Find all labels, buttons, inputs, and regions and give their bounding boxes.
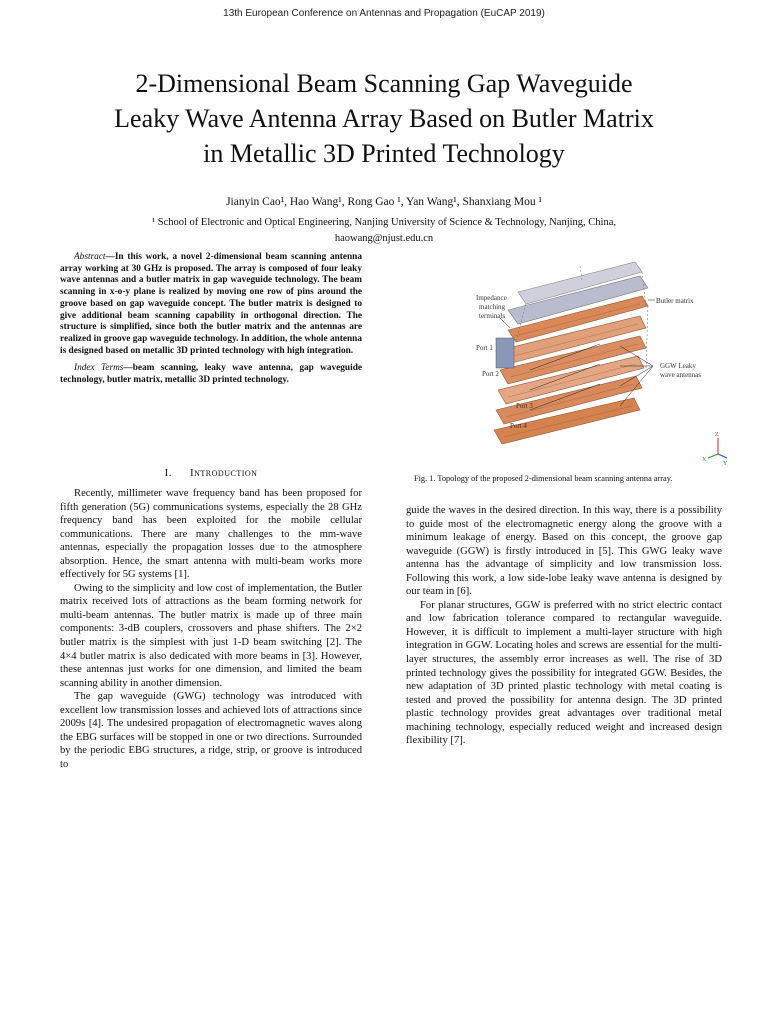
author-email[interactable]: haowang@njust.edu.cn [334,233,434,244]
figure-1 [470,258,730,468]
body-paragraph: guide the waves in the desired direction. In this way, there is a possibility to guide most of the electromagnetic energy along the groove with a minimum leakage of energy. Based on this concept, the groove gap waveguide (GGW) is firstly introduced in [5]. This GWG leaky wave antenna has the advantage of simplicity and low transmission loss. Following this work, a low side-lobe leaky wave antenna is designed by our team in [6]. [406,505,722,598]
label-port-3: Port 3 [516,402,533,410]
axis-y-label: Y [723,461,728,467]
affiliation-line: ¹ School of Electronic and Optical Engineering, Nanjing University of Science & Technology, Nanjing, China, [151,217,616,228]
label-impedance-2: matching [479,303,506,311]
port-block [496,338,514,368]
label-port-1: Port 1 [476,344,493,352]
abstract-text: —In this work, a novel 2-dimensional beam scanning antenna array working at 30 GHz is proposed. The array is composed of four leaky wave antennas and a butler matrix in gap waveguide technology. The beam scanning in x-o-y plane is realized by moving one row of pins around the groove based on gap waveguide concept. The butler matrix is designed to give additional beam scanning capability in orthogonal direction. The structure is simplified, since both the butler matrix and the antennas are realized in groove gap waveguide technology. In addition, the whole antenna is designed based on metallic 3D printed technology with high integration. [60,252,362,356]
label-impedance-3: terminals [479,312,506,320]
right-column-body [406,504,722,748]
label-port-4: Port 4 [510,422,527,430]
axis-z-label: Z [715,432,719,438]
left-column-body [60,487,362,771]
body-paragraph: The gap waveguide (GWG) technology was introduced with excellent low transmission losses and achieved lots of attractions since 2009s [4]. The undesired propagation of electromagnetic waves along the EBG surfaces will be stopped in one or two directions. Surrounded by the periodic EBG structures, a ridge, strip, or groove is introduced to [60,691,362,770]
abstract [60,252,362,387]
index-terms-text: —beam scanning, leaky wave antenna, gap waveguide technology, butler matrix, metallic 3D printed technology. [60,363,362,386]
label-port-2: Port 2 [482,370,499,378]
affiliation [40,215,728,247]
section-number: I. [164,467,172,479]
title-line-1: 2-Dimensional Beam Scanning Gap Waveguide [135,69,633,98]
body-paragraph: Recently, millimeter wave frequency band has been proposed for fifth generation (5G) communications systems, especially the 28 GHz frequency band has been exploited for the mobile cellular communications. There are many challenges to the mm-wave antennas, especially the propagation losses due to the atmosphere absorption. Hence, the smart antenna with multi-beam works more effectively for 5G systems [1]. [60,488,362,581]
title-line-3: in Metallic 3D Printed Technology [203,139,565,168]
index-terms-paragraph [60,363,362,386]
label-ggw-2: wave antennas [660,371,702,379]
label-impedance-1: Impedance [476,294,507,302]
section-title: Introduction [189,467,258,479]
title-line-2: Leaky Wave Antenna Array Based on Butler Matrix [114,104,654,133]
axis-x-label: X [702,457,707,463]
abstract-paragraph [60,252,362,357]
conference-header: 13th European Conference on Antennas and Propagation (EuCAP 2019) [223,8,545,19]
author-list: Jianyin Cao¹, Hao Wang¹, Rong Gao ¹, Yan Wang¹, Shanxiang Mou ¹ [226,196,542,208]
index-terms-label: Index Terms [74,363,124,374]
abstract-label: Abstract [74,252,106,262]
axis-indicator [702,432,728,467]
antenna-topology-illustration [470,258,730,468]
body-paragraph: For planar structures, GGW is preferred with no strict electric contact and low fabrication tolerance compared to rectangular waveguide. However, it is difficult to implement a multi-layer structure with high integration in GGW. Locating holes and screws are essential for the multi-layer structures, the assembly error increases as well. The rise of 3D printed technology gives the possibility for integrated GGW. Besides, the new adaptation of 3D printed plastic technology with metal coating is tested and proved the possibility for antenna design. The 3D printed plastic technology provides great advantages over traditional metal machining technology, especially reduced weight and increased design flexibility [7]. [406,599,722,747]
paper-title [40,66,728,171]
label-ggw-1: GGW Leaky [660,362,696,370]
figure-1-caption: Fig. 1. Topology of the proposed 2-dimensional beam scanning antenna array. [414,474,673,483]
label-butler-matrix: Butler matrix [656,297,694,305]
body-paragraph: Owing to the simplicity and low cost of implementation, the Butler matrix received lots of attractions as the beam forming network for multi-beam antennas. The butler matrix is made up of three main components: 3-dB couplers, crossovers and phase shifters. The 2×2 butler matrix is the simplest with just 1-D beam switching [2]. The 4×4 butler matrix is also dedicated with more beams in [3]. However, these antennas just works for one dimension, and limited the beam scanning ability in another dimension. [60,582,362,689]
section-heading-introduction [60,467,362,479]
